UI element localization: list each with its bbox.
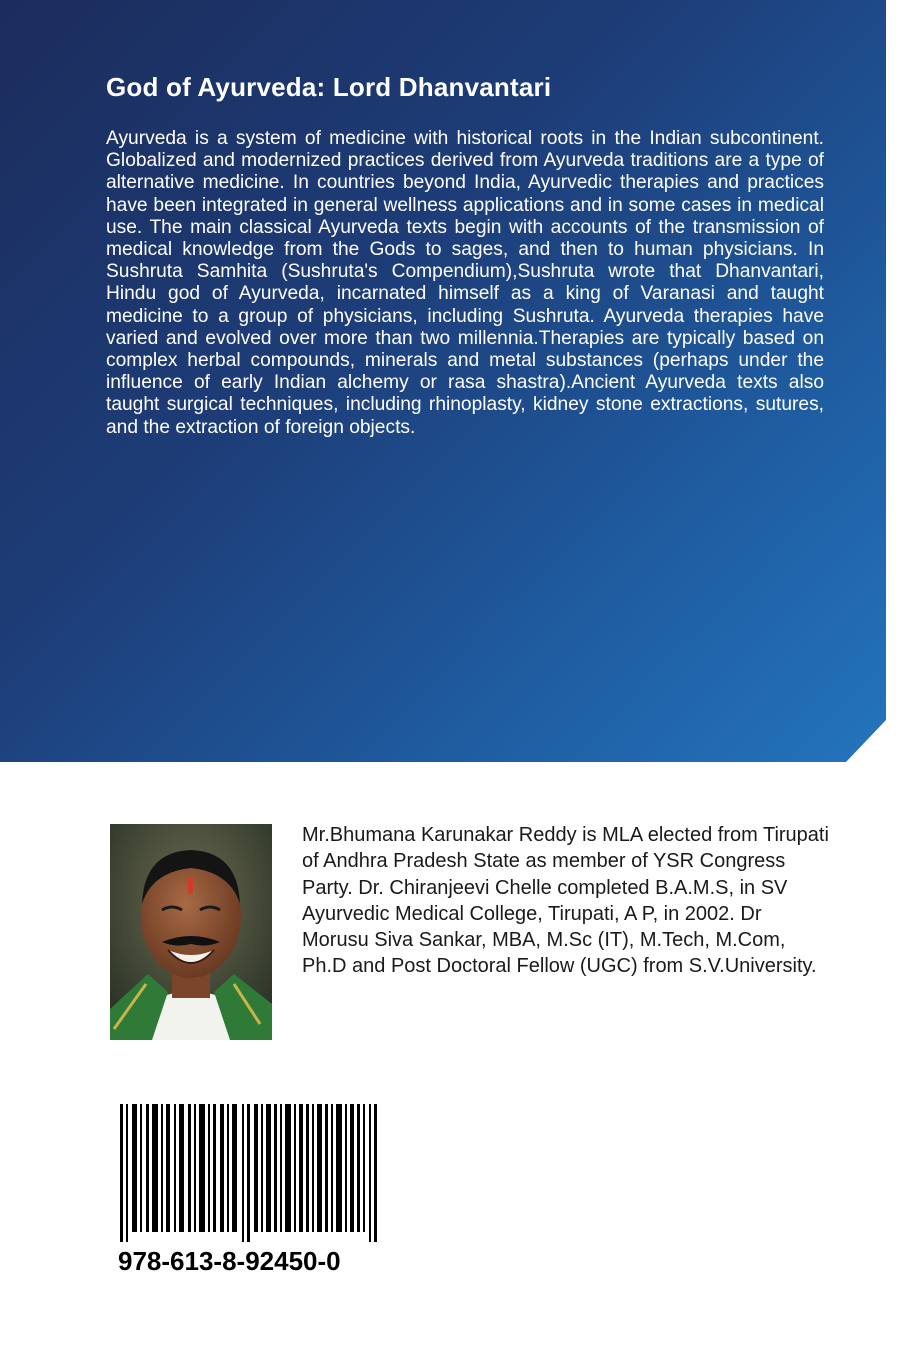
book-description: Ayurveda is a system of medicine with historical roots in the Indian subcontinent. Globalized and modernized practices derived from Ayurveda traditions are a type of alternative medicine. In countries beyond India, Ayurvedic therapies and practices have been integrated in general wellness applications and in some cases in medical use. The main classical Ayurveda texts begin with accounts of the transmission of medical knowledge from the Gods to sages, and then to human physicians. In Sushruta Samhita (Sushruta's Compendium),Sushruta wrote that Dhanvantari, Hindu god of Ayurveda, incarnated himself as a king of Varanasi and taught medicine to a group of physicians, including Sushruta. Ayurveda therapies have varied and evolved over more than two millennia.Therapies are typically based on complex herbal compounds, minerals and metal substances (perhaps under the influence of early Indian alchemy or rasa shastra).Ancient Ayurveda texts also taught surgical techniques, including rhinoplasty, kidney stone extractions, sutures, and the extraction of foreign objects. [106,128,824,438]
author-photo [110,824,272,1040]
barcode [108,1096,394,1296]
isbn-number: 978-613-8-92450-0 [118,1246,341,1276]
author-bio: Mr.Bhumana Karunakar Reddy is MLA elected from Tirupati of Andhra Pradesh State as member of YSR Congress Party. Dr. Chiranjeevi Chelle completed B.A.M.S, in SV Ayurvedic Medical College, Tirupati, A P, in 2002. Dr Morusu Siva Sankar, MBA, M.Sc (IT), M.Tech, M.Com, Ph.D and Post Doctoral Fellow (UGC) from S.V.University. [302,824,829,978]
author-portrait-image [110,824,272,1040]
book-title: God of Ayurveda: Lord Dhanvantari [106,72,552,102]
barcode-bars [118,1104,380,1242]
